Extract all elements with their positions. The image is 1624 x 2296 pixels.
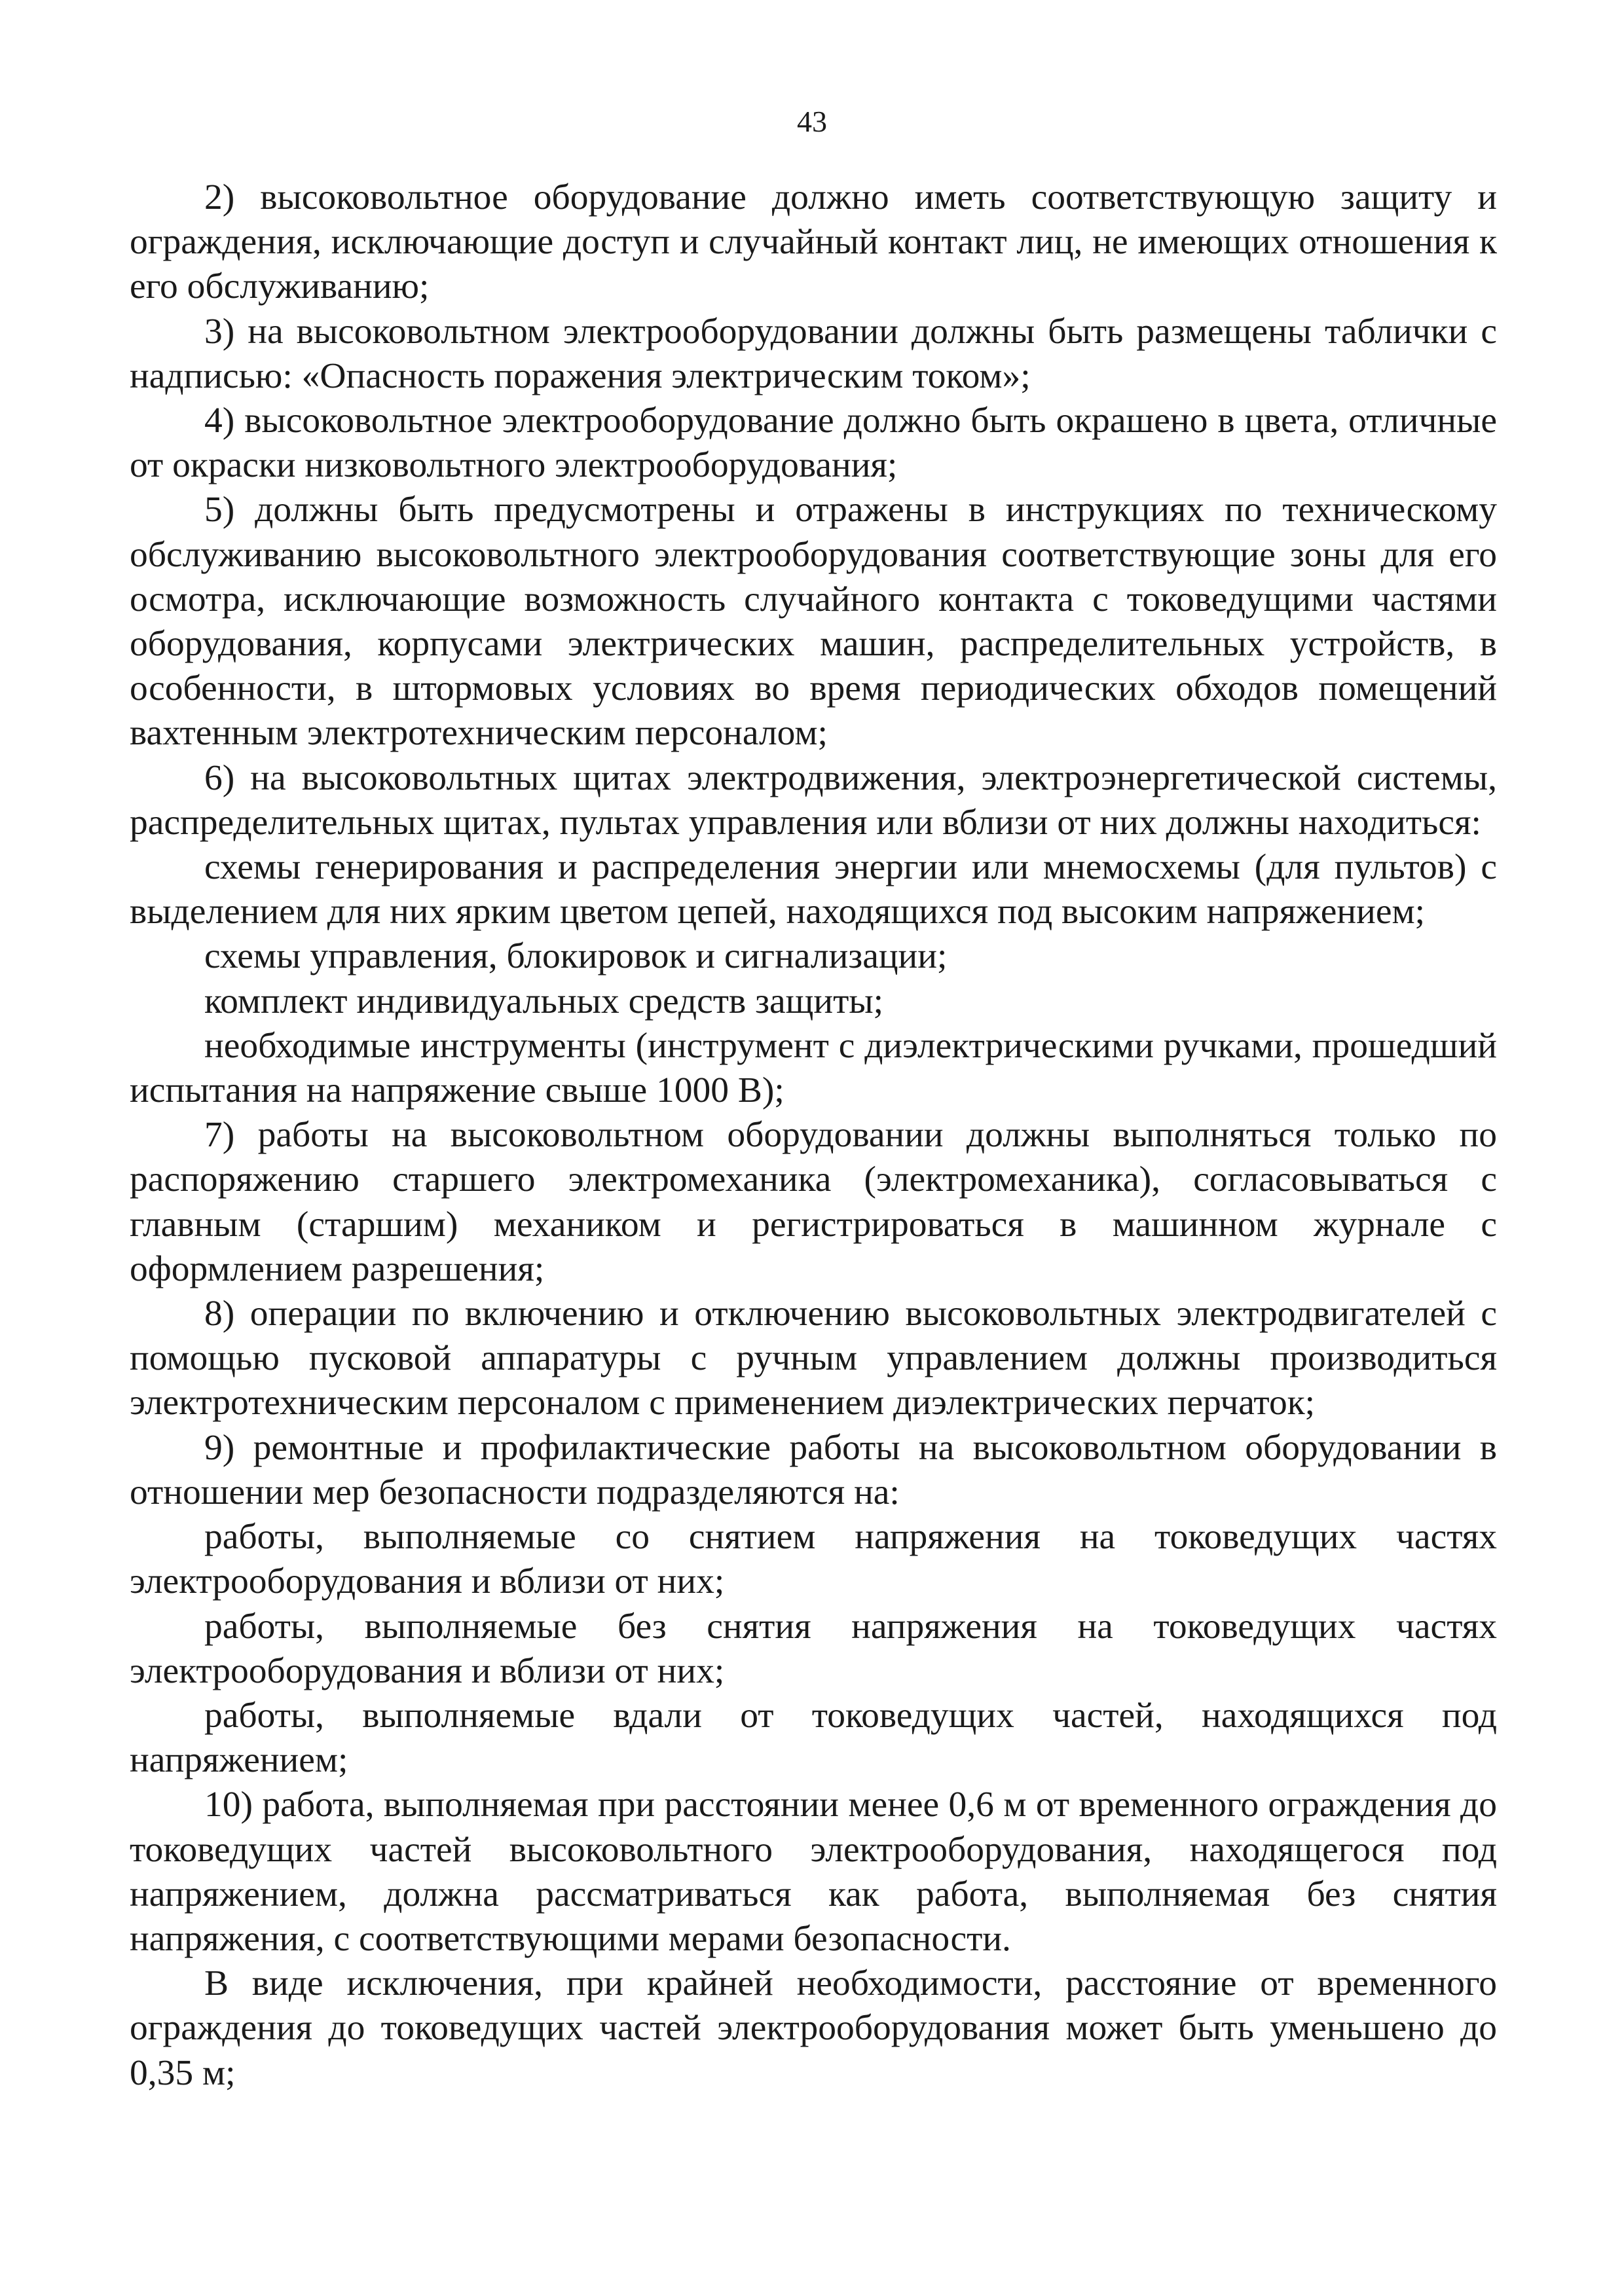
paragraph-item-10: 10) работа, выполняемая при расстоянии менее 0,6 м от временного ограждения до токоведущих частей высоковольтного электрооборудования, находящегося под напряжением, должна рассматриваться как работа, выполняемая без снятия напряжения, с соответствующими мерами безопасности. bbox=[130, 1785, 1497, 1959]
paragraph-item-5: 5) должны быть предусмотрены и отражены в инструкциях по техническому обслуживанию высоковольтного электрооборудования соответствующие зоны для его осмотра, исключающие возможность случайного контакта с токоведущими частями оборудования, корпусами электрических машин, распределительных устройств, в особенности, в штормовых условиях во время периодических обходов помещений вахтенным электротехническим персоналом; bbox=[130, 490, 1497, 754]
paragraph-item-9-deenergized: работы, выполняемые со снятием напряжения на токоведущих частях электрооборудования и вблизи от них; bbox=[130, 1517, 1497, 1602]
paragraph-item-6-schemes: схемы генерирования и распределения энергии или мнемосхемы (для пультов) с выделением для них ярким цветом цепей, находящихся под высоким напряжением; bbox=[130, 847, 1497, 932]
document-body bbox=[130, 175, 1497, 2096]
paragraph-item-3: 3) на высоковольтном электрооборудовании должны быть размещены таблички с надписью: «Опасность поражения электрическим током»; bbox=[130, 311, 1497, 396]
page-number: 43 bbox=[797, 105, 827, 138]
paragraph-item-6-protection-kit: комплект индивидуальных средств защиты; bbox=[204, 981, 884, 1021]
paragraph-item-9-remote: работы, выполняемые вдали от токоведущих частей, находящихся под напряжением; bbox=[130, 1695, 1497, 1781]
paragraph-item-6-tools: необходимые инструменты (инструмент с диэлектрическими ручками, прошедший испытания на напряжение свыше 1000 В); bbox=[130, 1025, 1497, 1111]
paragraph-item-4: 4) высоковольтное электрооборудование должно быть окрашено в цвета, отличные от окраски низковольтного электрооборудования; bbox=[130, 401, 1497, 486]
paragraph-item-8: 8) операции по включению и отключению высоковольтных электродвигателей с помощью пусковой аппаратуры с ручным управлением должны производиться электротехническим персоналом с применением диэлектрических перчаток; bbox=[130, 1294, 1497, 1423]
paragraph-item-6-control-schemes: схемы управления, блокировок и сигнализации; bbox=[204, 936, 948, 977]
paragraph-item-7: 7) работы на высоковольтном оборудовании должны выполняться только по распоряжению старшего электромеханика (электромеханика), согласовываться с главным (старшим) механиком и регистрироваться в машинном журнале с оформлением разрешения; bbox=[130, 1115, 1497, 1289]
paragraph-item-9-energized: работы, выполняемые без снятия напряжения на токоведущих частях электрооборудования и вблизи от них; bbox=[130, 1606, 1497, 1691]
paragraph-exception: В виде исключения, при крайней необходимости, расстояние от временного ограждения до токоведущих частей электрооборудования может быть уменьшено до 0,35 м; bbox=[130, 1963, 1497, 2093]
paragraph-item-9: 9) ремонтные и профилактические работы на высоковольтном оборудовании в отношении мер безопасности подразделяются на: bbox=[130, 1427, 1497, 1512]
paragraph-item-2: 2) высоковольтное оборудование должно иметь соответствующую защиту и ограждения, исключающие доступ и случайный контакт лиц, не имеющих отношения к его обслуживанию; bbox=[130, 177, 1497, 307]
paragraph-item-6: 6) на высоковольтных щитах электродвижения, электроэнергетической системы, распределительных щитах, пультах управления или вблизи от них должны находиться: bbox=[130, 757, 1497, 843]
